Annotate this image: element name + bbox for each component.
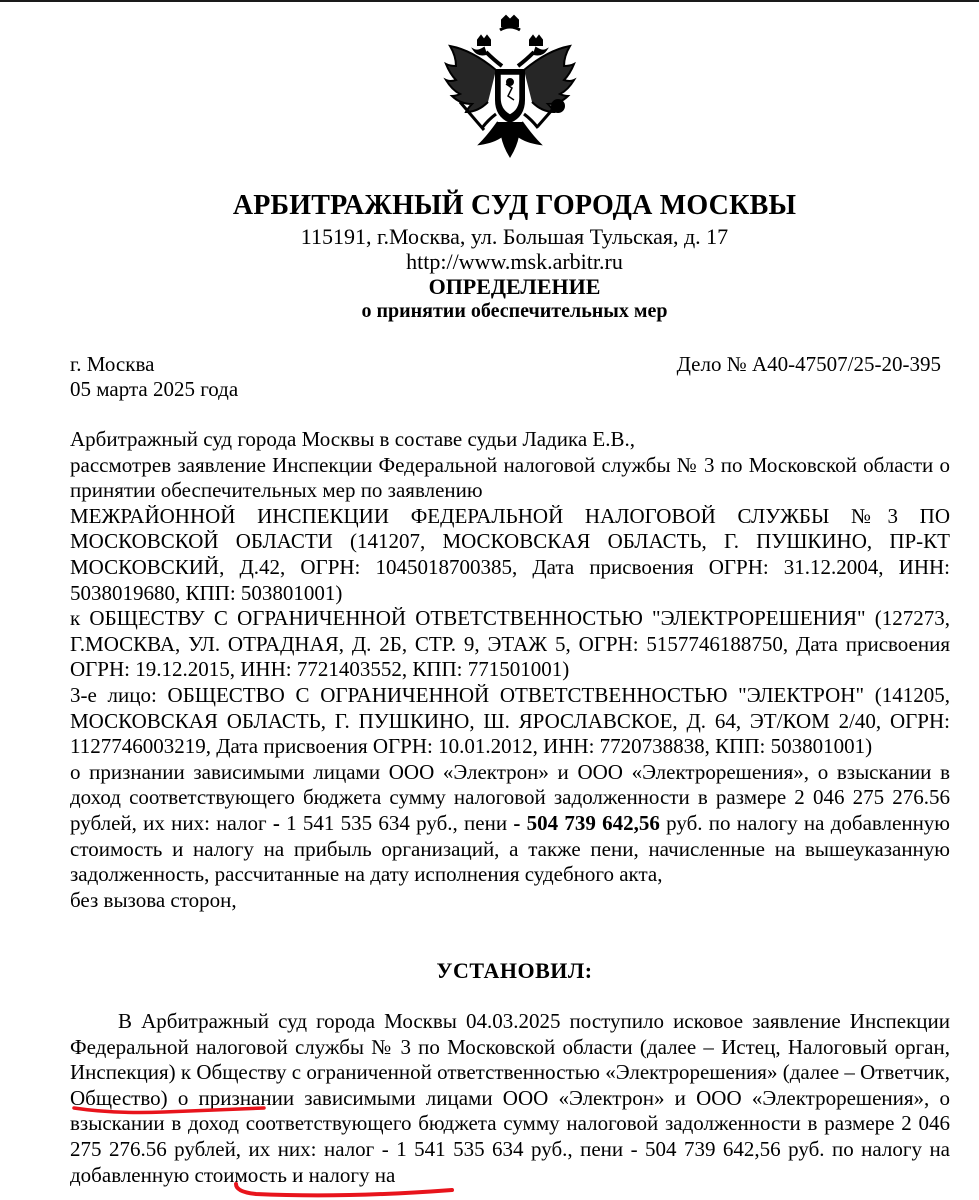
decision-date: 05 марта 2025 года — [70, 377, 239, 401]
document-type: ОПРЕДЕЛЕНИЕ — [428, 274, 601, 299]
judge-line: Арбитражный суд города Москвы в составе судьи Ладика Е.В., — [70, 427, 636, 451]
third-party-paragraph: 3-е лицо: ОБЩЕСТВО С ОГРАНИЧЕННОЙ ОТВЕТСТВЕННОСТЬЮ "ЭЛЕКТРОН" (141205, МОСКОВСКАЯ ОБЛАСТЬ, Г. ПУШКИНО, Ш. ЯРОСЛАВСКОЕ, Д. 64, ЭТ/КОМ 2/40, ОГРН: 1127746003219, Дата присвоения ОГРН: 10.01.2012, ИНН: 7720738838, КПП: 503801001) — [70, 682, 950, 759]
subject-paragraph — [70, 760, 950, 888]
subject-mid: 1 541 535 634 руб., пени — [279, 810, 514, 835]
established-section — [70, 1009, 950, 1188]
defendant-paragraph: к ОБЩЕСТВУ С ОГРАНИЧЕННОЙ ОТВЕТСТВЕННОСТЬЮ "ЭЛЕКТРОРЕШЕНИЯ" (127273, Г.МОСКВА, УЛ. ОТРАДНАЯ, Д. 2Б, СТР. 9, ЭТАЖ 5, ОГРН: 5157746188750, Дата присвоения ОГРН: 19.12.2015, ИНН: 7721403552, КПП: 771501001) — [70, 606, 950, 682]
considered-paragraph: рассмотрев заявление Инспекции Федеральной налоговой службы № 3 по Московской области о принятии обеспечительных мер по заявлению — [70, 452, 950, 503]
no-parties-line: без вызова сторон, — [70, 887, 237, 912]
case-number: Дело № А40-47507/25-20-395 — [676, 352, 941, 376]
court-address: 115191, г.Москва, ул. Большая Тульская, д. 17 — [300, 224, 729, 249]
penalty-amount: - 504 739 642,56 — [513, 810, 660, 835]
subject-start: о признании зависимыми лицами ООО «Электрон» и ООО «Электрорешения», о взыскании в доход соответствующего бюджета сумму налоговой задолженности в размере 2 046 275 276.56 рублей, их них: налог — [70, 759, 950, 835]
established-paragraph: В Арбитражный суд города Москвы 04.03.2025 поступило исковое заявление Инспекции Федеральной налоговой службы № 3 по Московской области (далее – Истец, Налоговый орган, Инспекция) к Обществу с ограниченной ответственностью «Электрорешения» (далее – Ответчик, Общество) о признании зависимыми лицами ООО «Электрон» и ООО «Электрорешения», о взыскании в доход соответствующего бюджета сумму налоговой задолженности в размере 2 046 275 276.56 рублей, их них: налог - 1 541 535 634 руб., пени - 504 739 642,56 руб. по налогу на добавленную стоимость и налогу на — [70, 1009, 950, 1187]
court-website-link[interactable]: http://www.msk.arbitr.ru — [406, 249, 623, 274]
city: г. Москва — [70, 352, 155, 376]
top-border — [0, 0, 979, 2]
tax-dash: - — [272, 810, 280, 835]
plaintiff-paragraph: МЕЖРАЙОННОЙ ИНСПЕКЦИИ ФЕДЕРАЛЬНОЙ НАЛОГОВОЙ СЛУЖБЫ №3 ПО МОСКОВСКОЙ ОБЛАСТИ (141207, МОСКОВСКАЯ ОБЛАСТЬ, Г. ПУШКИНО, ПР-КТ МОСКОВСКИЙ, Д.42, ОГРН: 1045018700385, Дата присвоения ОГРН: 31.12.2004, ИНН: 5038019680, КПП: 503801001) — [70, 503, 950, 605]
subject-end: руб. по налогу на добавленную стоимость и налогу на прибыль организаций, а также пени, начисленные на вышеуказанную задолженность, рассчитанные на дату исполнения судебного акта, — [70, 810, 950, 887]
coat-of-arms-icon — [440, 14, 580, 162]
intro-section — [70, 427, 950, 913]
established-heading: УСТАНОВИЛ: — [436, 958, 593, 983]
court-name: АРБИТРАЖНЫЙ СУД ГОРОДА МОСКВЫ — [232, 190, 797, 221]
document-subtitle: о принятии обеспечительных мер — [361, 300, 668, 322]
